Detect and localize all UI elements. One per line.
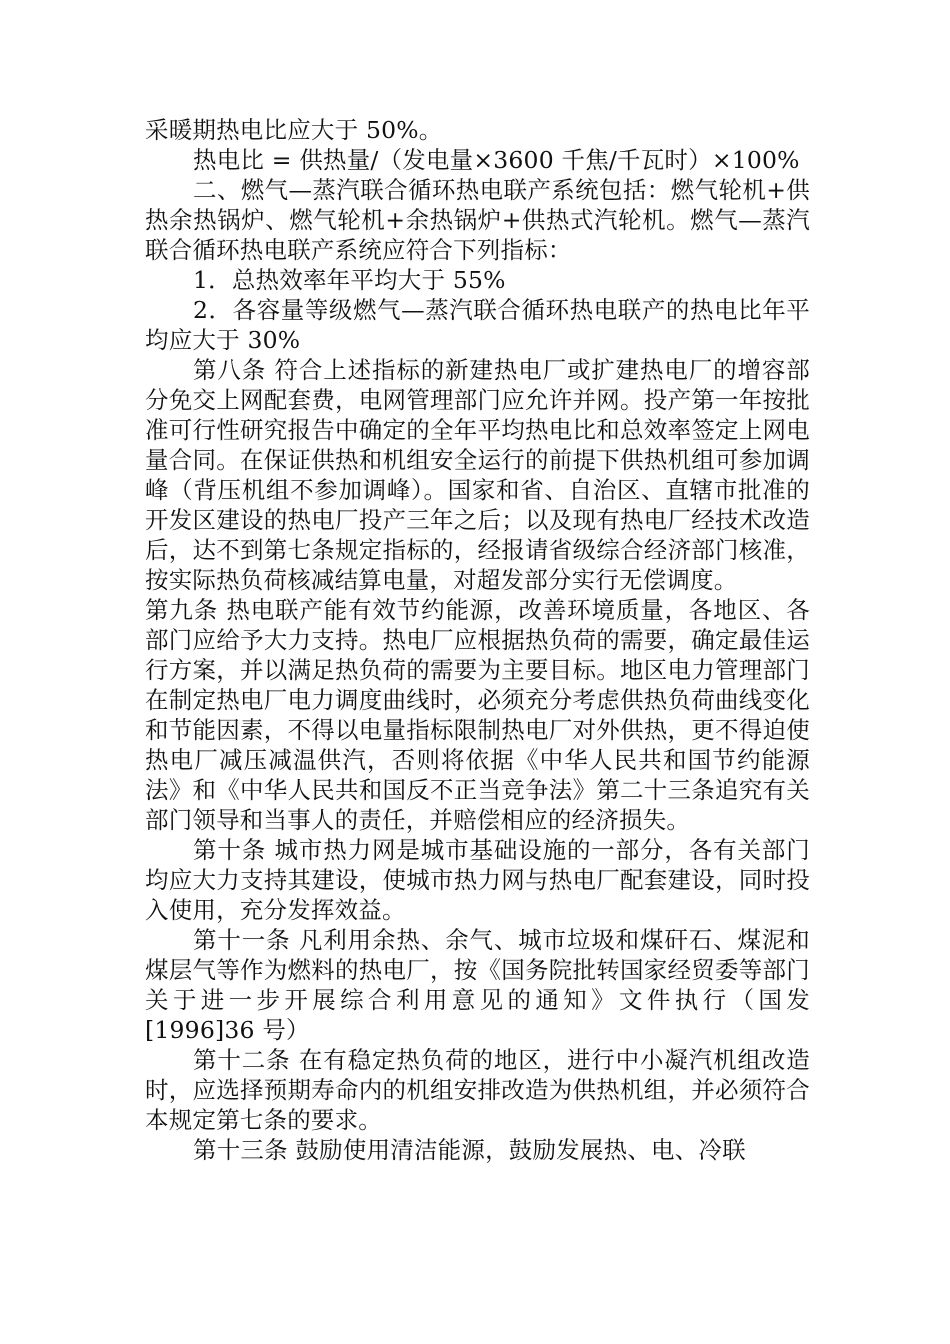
document-page <box>145 115 810 1165</box>
paragraph-article-8: 第八条 符合上述指标的新建热电厂或扩建热电厂的增容部分免交上网配套费，电网管理部门应允许并网。投产第一年按批准可行性研究报告中确定的全年平均热电比和总效率签定上网电量合同。在保证供热和机组安全运行的前提下供热机组可参加调峰（背压机组不参加调峰）。国家和省、自治区、直辖市批准的开发区建设的热电厂投产三年之后；以及现有热电厂经技术改造后，达不到第七条规定指标的，经报请省级综合经济部门核准，按实际热负荷核减结算电量，对超发部分实行无偿调度。 <box>145 356 810 594</box>
paragraph-item-1: 1．总热效率年平均大于 55% <box>193 266 506 294</box>
paragraph-heat-ratio-heating-season: 采暖期热电比应大于 50%。 <box>145 116 443 144</box>
paragraph-article-9: 第九条 热电联产能有效节约能源，改善环境质量，各地区、各部门应给予大力支持。热电厂应根据热负荷的需要，确定最佳运行方案，并以满足热负荷的需要为主要目标。地区电力管理部门在制定热电厂电力调度曲线时，必须充分考虑供热负荷曲线变化和节能因素，不得以电量指标限制热电厂对外供热，更不得迫使热电厂减压减温供汽，否则将依据《中华人民共和国节约能源法》和《中华人民共和国反不正当竞争法》第二十三条追究有关部门领导和当事人的责任，并赔偿相应的经济损失。 <box>145 596 810 834</box>
paragraph-item-2: 2．各容量等级燃气—蒸汽联合循环热电联产的热电比年平均应大于 30% <box>145 296 810 354</box>
paragraph-heat-ratio-formula: 热电比 = 供热量/（发电量×3600 千焦/千瓦时）×100% <box>193 146 800 174</box>
paragraph-article-10: 第十条 城市热力网是城市基础设施的一部分，各有关部门均应大力支持其建设，使城市热力网与热电厂配套建设，同时投入使用，充分发挥效益。 <box>145 836 810 924</box>
paragraph-gas-steam-system: 二、燃气—蒸汽联合循环热电联产系统包括：燃气轮机+供热余热锅炉、燃气轮机+余热锅炉+供热式汽轮机。燃气—蒸汽联合循环热电联产系统应符合下列指标： <box>145 176 810 264</box>
paragraph-article-12: 第十二条 在有稳定热负荷的地区，进行中小凝汽机组改造时，应选择预期寿命内的机组安排改造为供热机组，并必须符合本规定第七条的要求。 <box>145 1046 810 1134</box>
paragraph-article-13: 第十三条 鼓励使用清洁能源，鼓励发展热、电、冷联 <box>193 1136 746 1164</box>
paragraph-article-11: 第十一条 凡利用余热、余气、城市垃圾和煤矸石、煤泥和煤层气等作为燃料的热电厂，按《国务院批转国家经贸委等部门关于进一步开展综合利用意见的通知》文件执行（国发[1996]36 号） <box>145 926 810 1044</box>
